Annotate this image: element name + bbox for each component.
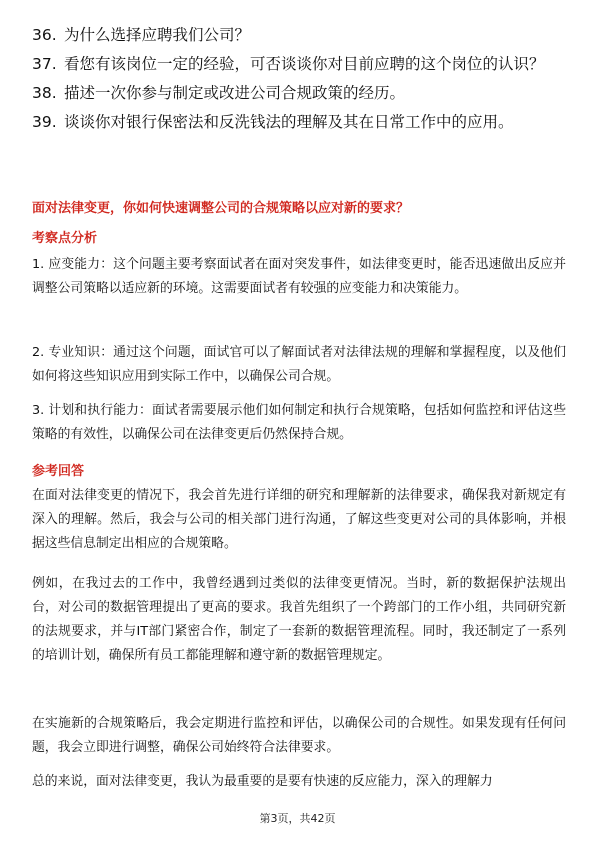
question-list	[32, 24, 568, 140]
page-footer: 第3页，共42页	[259, 812, 336, 825]
question-number: 38.	[32, 84, 57, 102]
question-item-38	[32, 82, 568, 105]
question-text: 谈谈你对银行保密法和反洗钱法的理解及其在日常工作中的应用。	[64, 113, 514, 131]
analysis-point-1: 1. 应变能力：这个问题主要考察面试者在面对突发事件，如法律变更时，能否迅速做出反应并调整公司策略以适应新的环境。这需要面试者有较强的应变能力和决策能力。	[32, 257, 566, 296]
answer-paragraph-2: 例如，在我过去的工作中，我曾经遇到过类似的法律变更情况。当时，新的数据保护法规出台，对公司的数据管理提出了更高的要求。我首先组织了一个跨部门的工作小组，共同研究新的法规要求，并与IT部门紧密合作，制定了一套新的数据管理流程。同时，我还制定了一系列的培训计划，确保所有员工都能理解和遵守新的数据管理规定。	[32, 576, 566, 663]
question-text: 看您有该岗位一定的经验，可否谈谈你对目前应聘的这个岗位的认识？	[64, 55, 545, 73]
question-item-39	[32, 111, 568, 134]
analysis-section-title: 考察点分析	[32, 231, 98, 246]
question-number: 39.	[32, 113, 57, 131]
question-item-36	[32, 24, 568, 47]
question-number: 37.	[32, 55, 57, 73]
main-question-heading: 面对法律变更，你如何快速调整公司的合规策略以应对新的要求？	[32, 201, 410, 216]
question-item-37	[32, 53, 568, 76]
answer-paragraph-1: 在面对法律变更的情况下，我会首先进行详细的研究和理解新的法律要求，确保我对新规定有深入的理解。然后，我会与公司的相关部门进行沟通，了解这些变更对公司的具体影响，并根据这些信息制定出相应的合规策略。	[32, 488, 566, 551]
answer-section-title: 参考回答	[32, 464, 85, 479]
question-number: 36.	[32, 26, 57, 44]
analysis-point-2: 2. 专业知识：通过这个问题，面试官可以了解面试者对法律法规的理解和掌握程度，以及他们如何将这些知识应用到实际工作中，以确保公司合规。	[32, 345, 566, 384]
question-text: 描述一次你参与制定或改进公司合规政策的经历。	[64, 84, 406, 102]
answer-paragraph-3: 在实施新的合规策略后，我会定期进行监控和评估，以确保公司的合规性。如果发现有任何问题，我会立即进行调整，确保公司始终符合法律要求。	[32, 716, 566, 755]
analysis-point-3: 3. 计划和执行能力：面试者需要展示他们如何制定和执行合规策略，包括如何监控和评估这些策略的有效性，以确保公司在法律变更后仍然保持合规。	[32, 403, 566, 442]
question-text: 为什么选择应聘我们公司？	[64, 26, 251, 44]
answer-paragraph-4: 总的来说，面对法律变更，我认为最重要的是要有快速的反应能力，深入的理解力	[32, 774, 493, 789]
